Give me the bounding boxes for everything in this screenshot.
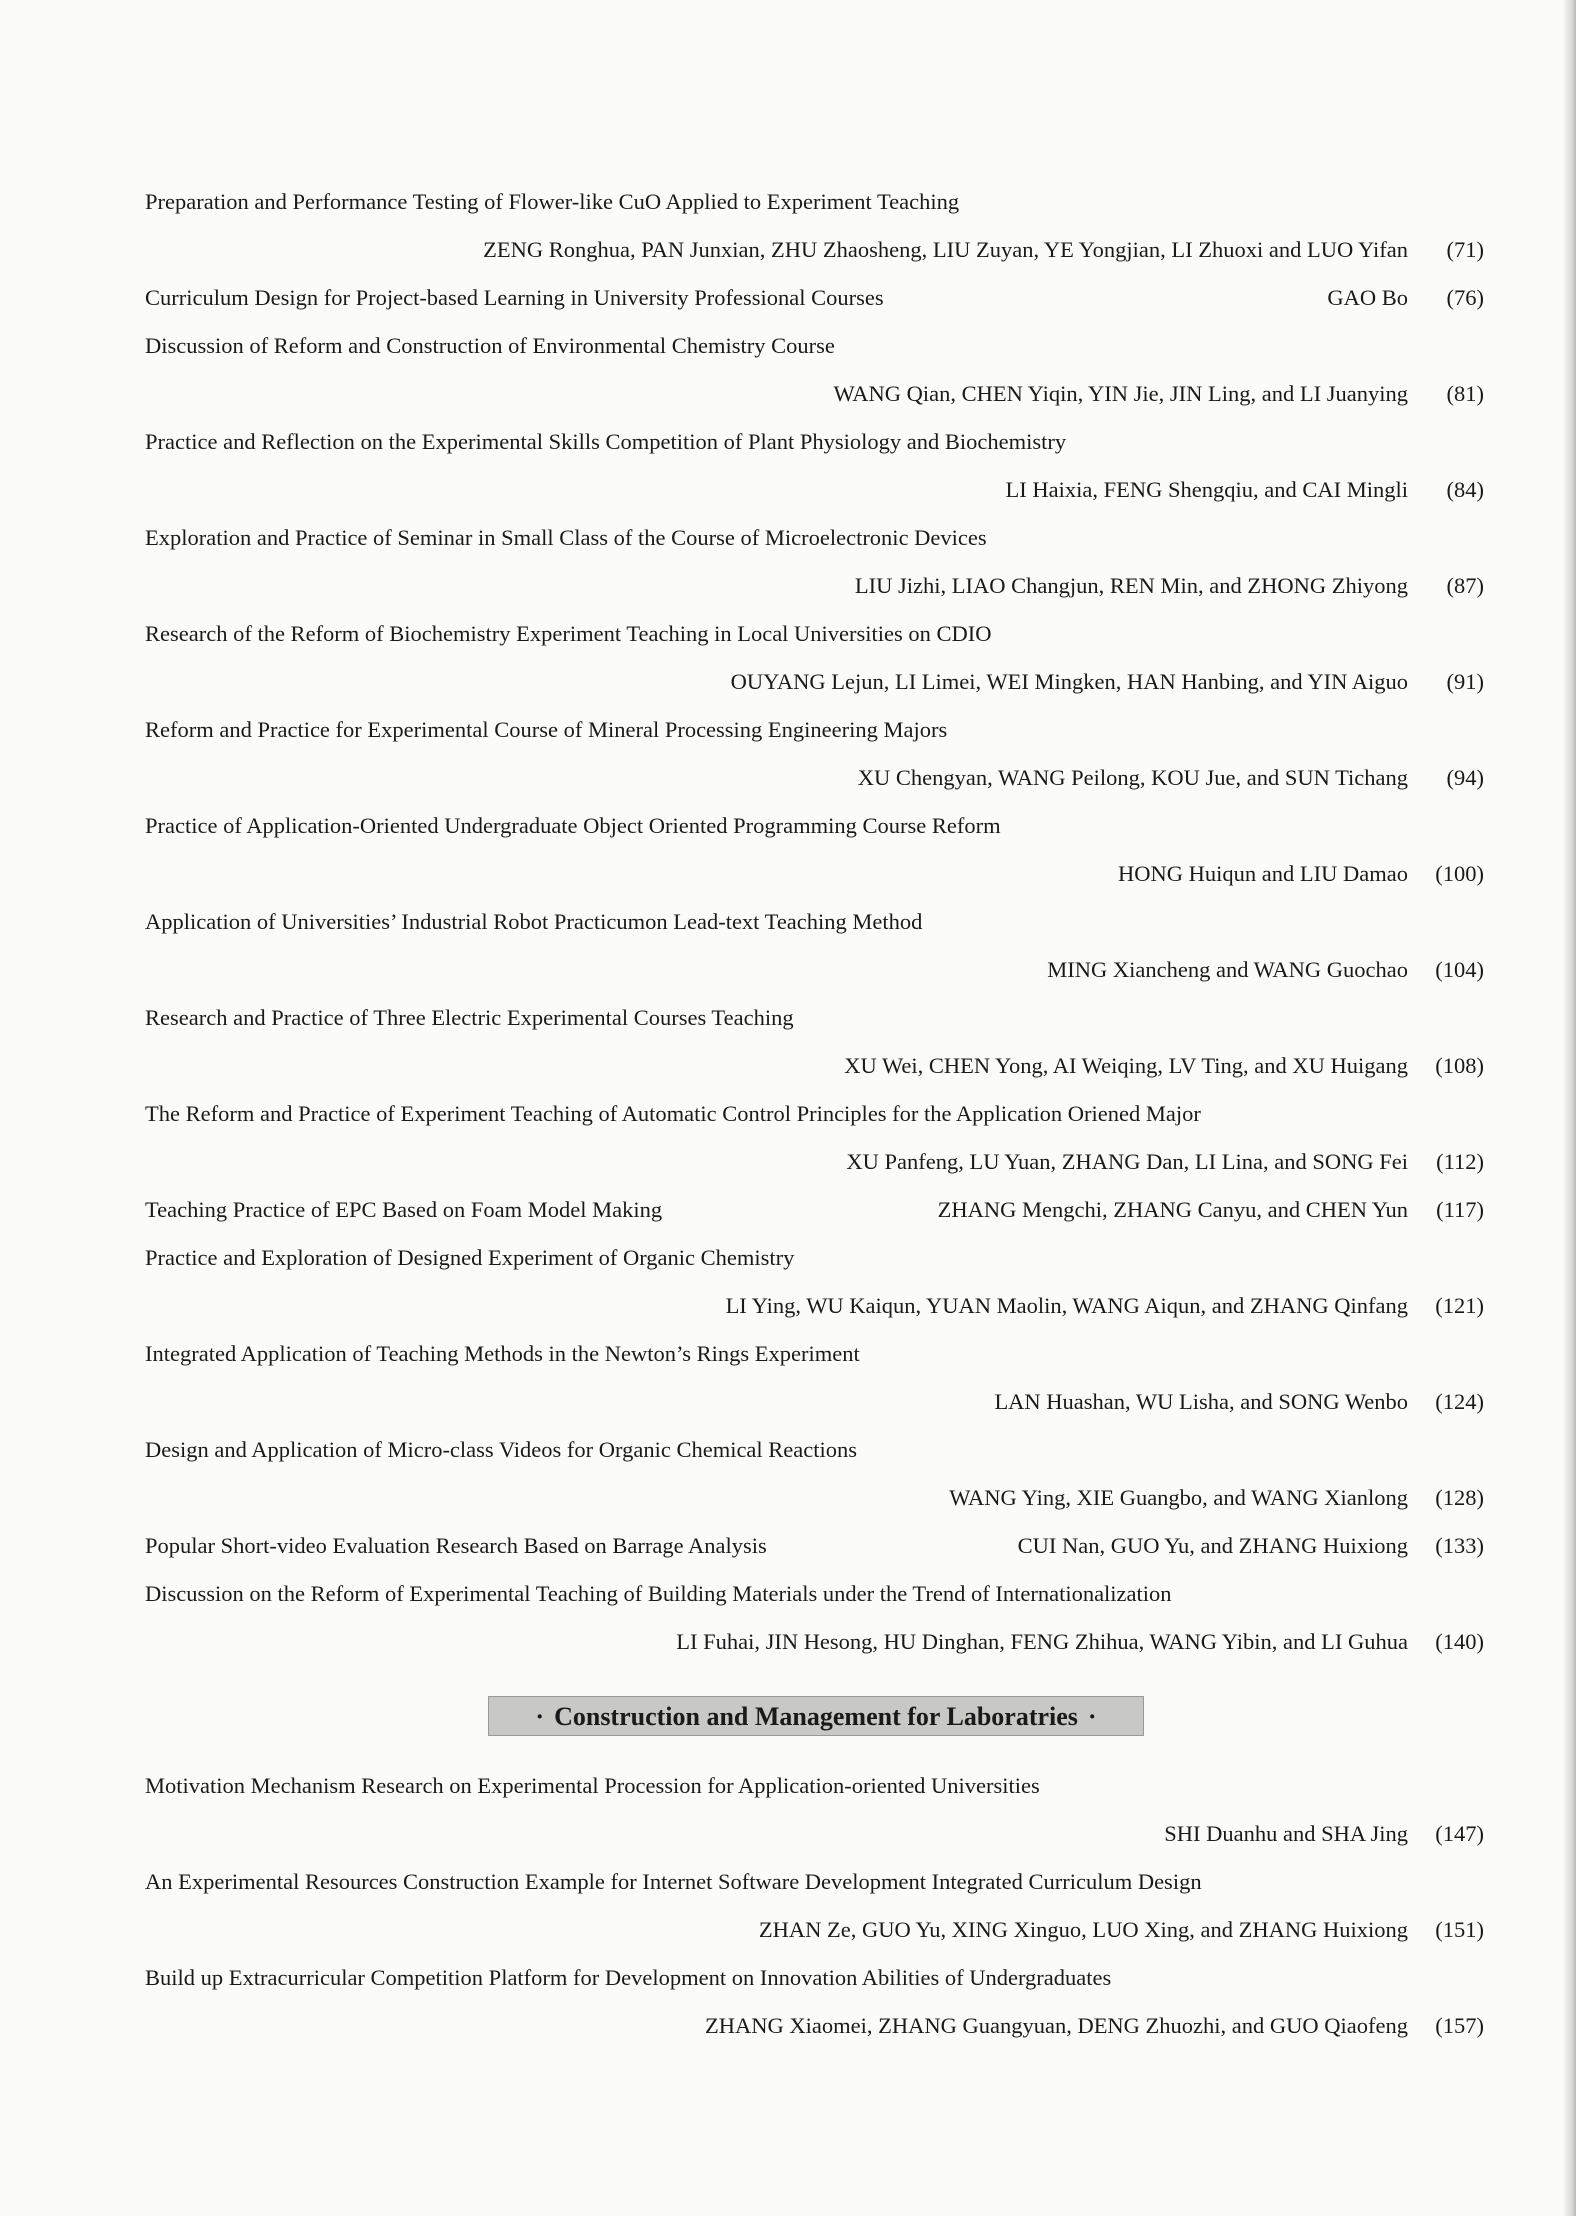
entry-authors: XU Chengyan, WANG Peilong, KOU Jue, and SUN Tichang xyxy=(857,765,1408,790)
entry-leader xyxy=(190,466,1408,514)
entry-authors: WANG Ying, XIE Guangbo, and WANG Xianlong xyxy=(949,1485,1408,1510)
entry-title: Exploration and Practice of Seminar in Small Class of the Course of Microelectronic Devices xyxy=(145,525,987,550)
toc-entry-title-row xyxy=(0,706,1576,754)
toc-entry-row xyxy=(0,1186,1576,1234)
toc-entry xyxy=(0,1522,1576,1570)
leader-dots xyxy=(190,2002,701,2050)
toc-entry-author-row xyxy=(0,562,1576,610)
entry-leader xyxy=(785,1522,1408,1570)
toc-entry-title-row xyxy=(0,610,1576,658)
entry-leader xyxy=(190,946,1408,994)
entry-authors: MING Xiancheng and WANG Guochao xyxy=(1047,957,1408,982)
leader-dots xyxy=(190,1906,755,1954)
entry-page-number: (128) xyxy=(1435,1485,1484,1510)
entry-page-number: (121) xyxy=(1435,1293,1484,1318)
leader-dots xyxy=(190,226,479,274)
entry-leader xyxy=(190,1810,1408,1858)
toc-entry-title-row xyxy=(0,1234,1576,1282)
toc-entry-author-row xyxy=(0,1810,1576,1858)
toc-entry xyxy=(0,1762,1576,1858)
entry-title: Practice and Reflection on the Experimental Skills Competition of Plant Physiology and Biochemistry xyxy=(145,429,1067,454)
entry-title: Reform and Practice for Experimental Course of Mineral Processing Engineering Majors xyxy=(145,717,948,742)
toc-entry-title-row xyxy=(0,1762,1576,1810)
toc-entries-part2 xyxy=(0,1762,1576,2050)
entry-leader xyxy=(190,754,1408,802)
entry-title: Preparation and Performance Testing of Flower-like CuO Applied to Experiment Teaching xyxy=(145,189,960,214)
leader-dots xyxy=(190,466,1002,514)
toc-entry xyxy=(0,994,1576,1090)
entry-page-number: (87) xyxy=(1446,573,1484,598)
entry-title: Build up Extracurricular Competition Platform for Development on Innovation Abilities of Undergraduates xyxy=(145,1965,1112,1990)
entry-leader xyxy=(190,2002,1408,2050)
entry-authors: ZHANG Mengchi, ZHANG Canyu, and CHEN Yun xyxy=(937,1197,1408,1222)
toc-entry-row xyxy=(0,274,1576,322)
leader-dots xyxy=(190,658,727,706)
toc-entry xyxy=(0,1570,1576,1666)
entry-page-number: (76) xyxy=(1446,285,1484,310)
entry-page-number: (94) xyxy=(1446,765,1484,790)
toc-entry xyxy=(0,898,1576,994)
section-title-box xyxy=(488,1696,1144,1736)
entry-title: Practice and Exploration of Designed Experiment of Organic Chemistry xyxy=(145,1245,795,1270)
entry-title: An Experimental Resources Construction Example for Internet Software Development Integrated Curriculum Design xyxy=(145,1869,1202,1894)
toc-entry xyxy=(0,322,1576,418)
toc-entry xyxy=(0,1330,1576,1426)
entry-leader xyxy=(190,1618,1408,1666)
leader-dots xyxy=(190,1618,672,1666)
leader-dots xyxy=(190,946,1043,994)
toc-entry-author-row xyxy=(0,850,1576,898)
toc-entry xyxy=(0,1858,1576,1954)
toc-entry xyxy=(0,802,1576,898)
entry-title: Motivation Mechanism Research on Experimental Procession for Application-oriented Universities xyxy=(145,1773,1040,1798)
toc-entry-author-row xyxy=(0,2002,1576,2050)
entry-leader xyxy=(190,1138,1408,1186)
leader-dots xyxy=(680,1186,934,1234)
entry-title: Research and Practice of Three Electric Experimental Courses Teaching xyxy=(145,1005,794,1030)
toc-entry-title-row xyxy=(0,1570,1576,1618)
leader-dots xyxy=(190,562,851,610)
toc-entry xyxy=(0,418,1576,514)
entry-title: Design and Application of Micro-class Videos for Organic Chemical Reactions xyxy=(145,1437,858,1462)
entry-leader xyxy=(902,274,1408,322)
toc-entry-row xyxy=(0,1522,1576,1570)
entry-authors: LIU Jizhi, LIAO Changjun, REN Min, and ZHONG Zhiyong xyxy=(854,573,1408,598)
entry-page-number: (81) xyxy=(1446,381,1484,406)
toc-entry-title-row xyxy=(0,1426,1576,1474)
entry-authors: LAN Huashan, WU Lisha, and SONG Wenbo xyxy=(994,1389,1408,1414)
entry-page-number: (117) xyxy=(1436,1197,1484,1222)
section-header xyxy=(0,1666,1576,1762)
leader-dots xyxy=(190,754,854,802)
toc-entry xyxy=(0,1186,1576,1234)
toc-entry-author-row xyxy=(0,1282,1576,1330)
toc-entries-part1 xyxy=(0,178,1576,1666)
toc-entry-title-row xyxy=(0,514,1576,562)
leader-dots xyxy=(190,1042,840,1090)
section-bullet-left: · xyxy=(535,1702,545,1731)
toc-entry-author-row xyxy=(0,1618,1576,1666)
entry-title: Curriculum Design for Project-based Learning in University Professional Courses xyxy=(145,285,884,310)
entry-authors: LI Ying, WU Kaiqun, YUAN Maolin, WANG Aiqun, and ZHANG Qinfang xyxy=(725,1293,1408,1318)
toc-entry-title-row xyxy=(0,178,1576,226)
toc-entry xyxy=(0,610,1576,706)
entry-page-number: (71) xyxy=(1446,237,1484,262)
toc-entry-author-row xyxy=(0,946,1576,994)
entry-leader xyxy=(190,1378,1408,1426)
leader-dots xyxy=(190,1138,842,1186)
entry-leader xyxy=(190,1474,1408,1522)
toc-entry xyxy=(0,274,1576,322)
entry-authors: LI Haixia, FENG Shengqiu, and CAI Mingli xyxy=(1005,477,1408,502)
toc-entry xyxy=(0,706,1576,802)
entry-authors: XU Panfeng, LU Yuan, ZHANG Dan, LI Lina, and SONG Fei xyxy=(846,1149,1408,1174)
toc-entry xyxy=(0,514,1576,610)
entry-leader xyxy=(190,1282,1408,1330)
entry-page-number: (133) xyxy=(1435,1533,1484,1558)
entry-leader xyxy=(190,562,1408,610)
entry-title: Discussion on the Reform of Experimental Teaching of Building Materials under the Trend of Internationalization xyxy=(145,1581,1172,1606)
entry-page-number: (100) xyxy=(1435,861,1484,886)
toc-entry-author-row xyxy=(0,1042,1576,1090)
leader-dots xyxy=(785,1522,1014,1570)
toc-entry-author-row xyxy=(0,658,1576,706)
toc-entry-author-row xyxy=(0,370,1576,418)
toc-entry-author-row xyxy=(0,1474,1576,1522)
entry-title: Application of Universities’ Industrial Robot Practicumon Lead-text Teaching Method xyxy=(145,909,923,934)
entry-page-number: (108) xyxy=(1435,1053,1484,1078)
leader-dots xyxy=(190,1378,990,1426)
entry-page-number: (104) xyxy=(1435,957,1484,982)
toc-entry xyxy=(0,1234,1576,1330)
section-title: Construction and Management for Laboratries xyxy=(554,1702,1078,1731)
entry-leader xyxy=(190,1042,1408,1090)
leader-dots xyxy=(190,850,1114,898)
toc-entry-author-row xyxy=(0,226,1576,274)
toc-entry-title-row xyxy=(0,1954,1576,2002)
toc-entry-title-row xyxy=(0,994,1576,1042)
toc-entry-title-row xyxy=(0,418,1576,466)
toc-entry-author-row xyxy=(0,466,1576,514)
entry-title: Practice of Application-Oriented Undergraduate Object Oriented Programming Course Reform xyxy=(145,813,1001,838)
entry-page-number: (140) xyxy=(1435,1629,1484,1654)
entry-title: Teaching Practice of EPC Based on Foam Model Making xyxy=(145,1197,663,1222)
entry-authors: ZHANG Xiaomei, ZHANG Guangyuan, DENG Zhuozhi, and GUO Qiaofeng xyxy=(705,2013,1408,2038)
toc-entry-author-row xyxy=(0,1906,1576,1954)
entry-leader xyxy=(190,658,1408,706)
section-bullet-right: · xyxy=(1087,1702,1097,1731)
toc-entry-author-row xyxy=(0,754,1576,802)
entry-authors: LI Fuhai, JIN Hesong, HU Dinghan, FENG Zhihua, WANG Yibin, and LI Guhua xyxy=(676,1629,1408,1654)
entry-authors: ZHAN Ze, GUO Yu, XING Xinguo, LUO Xing, and ZHANG Huixiong xyxy=(758,1917,1408,1942)
entry-authors: WANG Qian, CHEN Yiqin, YIN Jie, JIN Ling, and LI Juanying xyxy=(833,381,1408,406)
leader-dots xyxy=(190,370,829,418)
entry-authors: OUYANG Lejun, LI Limei, WEI Mingken, HAN Hanbing, and YIN Aiguo xyxy=(730,669,1408,694)
toc-entry-title-row xyxy=(0,802,1576,850)
entry-page-number: (124) xyxy=(1435,1389,1484,1414)
entry-page-number: (84) xyxy=(1446,477,1484,502)
entry-authors: HONG Huiqun and LIU Damao xyxy=(1118,861,1408,886)
entry-page-number: (151) xyxy=(1435,1917,1484,1942)
toc-entry-title-row xyxy=(0,322,1576,370)
toc-entry-title-row xyxy=(0,1330,1576,1378)
leader-dots xyxy=(190,1810,1160,1858)
entry-leader xyxy=(190,226,1408,274)
entry-title: Discussion of Reform and Construction of Environmental Chemistry Course xyxy=(145,333,835,358)
toc-entry xyxy=(0,178,1576,274)
entry-title: The Reform and Practice of Experiment Teaching of Automatic Control Principles for the Application Oriened Major xyxy=(145,1101,1201,1126)
toc-entry-author-row xyxy=(0,1138,1576,1186)
entry-title: Popular Short-video Evaluation Research Based on Barrage Analysis xyxy=(145,1533,767,1558)
entry-leader xyxy=(190,850,1408,898)
entry-authors: ZENG Ronghua, PAN Junxian, ZHU Zhaosheng, LIU Zuyan, YE Yongjian, LI Zhuoxi and LUO Yifan xyxy=(483,237,1408,262)
toc-entry xyxy=(0,1426,1576,1522)
entry-authors: CUI Nan, GUO Yu, and ZHANG Huixiong xyxy=(1017,1533,1408,1558)
toc-entry-title-row xyxy=(0,1858,1576,1906)
leader-dots xyxy=(902,274,1323,322)
entry-title: Integrated Application of Teaching Methods in the Newton’s Rings Experiment xyxy=(145,1341,860,1366)
entry-leader xyxy=(680,1186,1408,1234)
entry-title: Research of the Reform of Biochemistry Experiment Teaching in Local Universities on CDIO xyxy=(145,621,992,646)
entry-page-number: (91) xyxy=(1446,669,1484,694)
toc-entry xyxy=(0,1954,1576,2050)
toc-entry-author-row xyxy=(0,1378,1576,1426)
entry-authors: SHI Duanhu and SHA Jing xyxy=(1164,1821,1408,1846)
leader-dots xyxy=(190,1282,722,1330)
table-of-contents xyxy=(0,178,1576,2050)
toc-entry-title-row xyxy=(0,1090,1576,1138)
leader-dots xyxy=(190,1474,945,1522)
entry-authors: XU Wei, CHEN Yong, AI Weiqing, LV Ting, and XU Huigang xyxy=(844,1053,1408,1078)
entry-leader xyxy=(190,1906,1408,1954)
entry-page-number: (157) xyxy=(1435,2013,1484,2038)
toc-entry xyxy=(0,1090,1576,1186)
toc-entry-title-row xyxy=(0,898,1576,946)
entry-authors: GAO Bo xyxy=(1327,285,1408,310)
entry-page-number: (112) xyxy=(1436,1149,1484,1174)
entry-page-number: (147) xyxy=(1435,1821,1484,1846)
entry-leader xyxy=(190,370,1408,418)
